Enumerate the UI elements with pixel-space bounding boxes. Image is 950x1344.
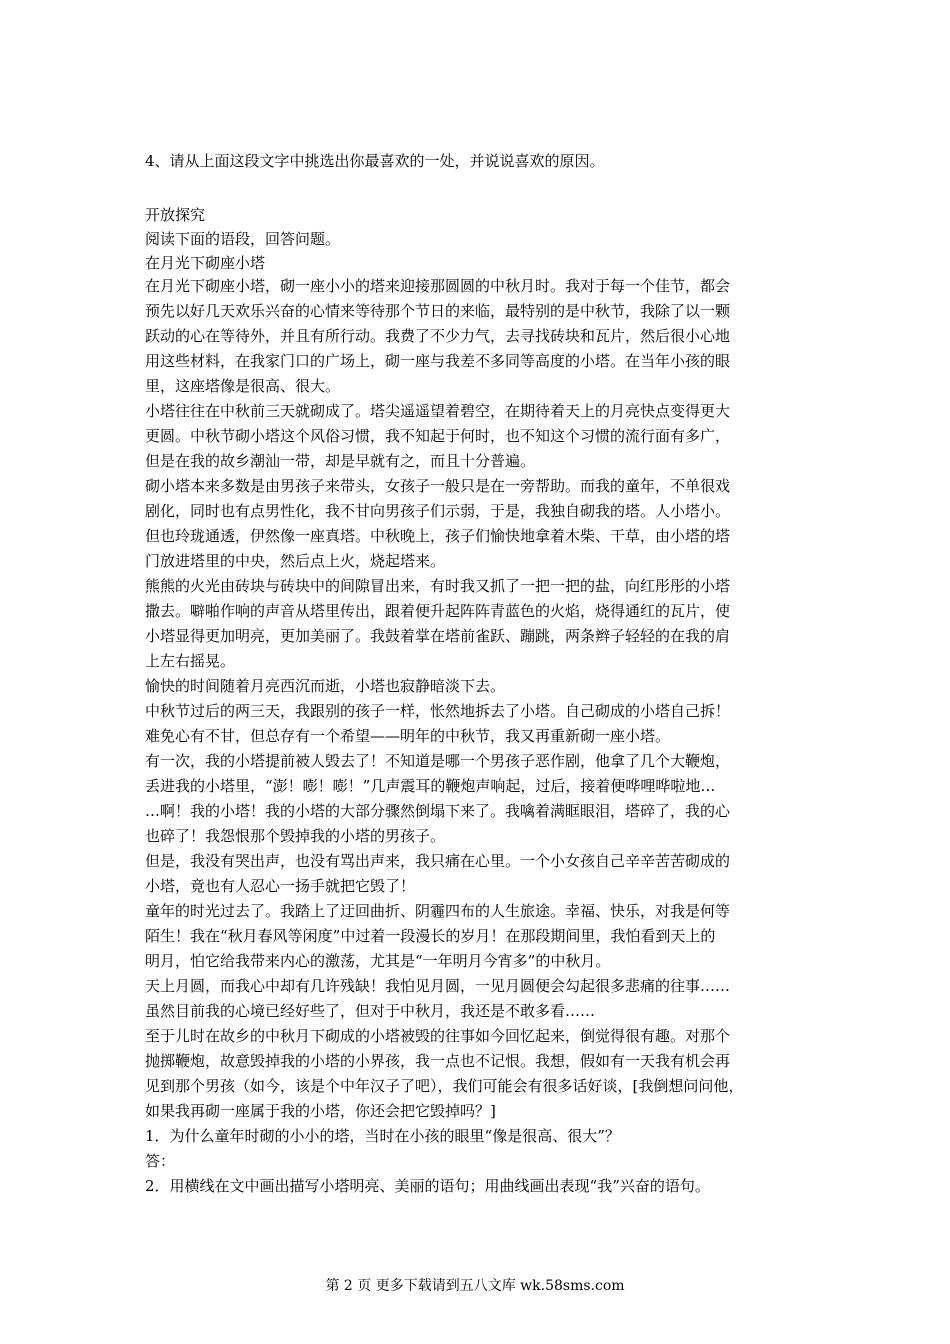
passage-line: 但是在我的故乡潮汕一带，却是早就有之，而且十分普遍。	[145, 452, 536, 470]
passage-line: 有一次，我的小塔提前被人毁去了！不知道是哪一个男孩子恶作剧，他拿了几个大鞭炮，	[145, 752, 731, 770]
passage-line: 小塔，竟也有人忍心一扬手就把它毁了！	[145, 877, 416, 895]
passage-line: 但是，我没有哭出声，也没有骂出声来，我只痛在心里。一个小女孩自己辛辛苦苦砌成的	[145, 852, 731, 870]
passage-line: 见到那个男孩（如今，该是个中年汉子了吧），我们可能会有很多话好谈，[我倒想问问他，	[145, 1077, 744, 1095]
passage-line: 里，这座塔像是很高、很大。	[145, 377, 341, 395]
passage-line: 在月光下砌座小塔，砌一座小小的塔来迎接那圆圆的中秋月时。我对于每一个佳节，都会	[145, 277, 731, 295]
passage-line: 至于儿时在故乡的中秋月下砌成的小塔被毁的往事如今回忆起来，倒觉得很有趣。对那个	[145, 1027, 731, 1045]
passage-line: 上左右摇晃。	[145, 652, 236, 670]
passage-line: 童年的时光过去了。我踏上了迂回曲折、阴霾四布的人生旅途。幸福、快乐，对我是何等	[145, 902, 731, 920]
passage-line: 天上月圆，而我心中却有几许残缺！我怕见月圆，一见月圆便会勾起很多悲痛的往事……	[145, 977, 731, 995]
passage-line: 明月，怕它给我带来内心的激荡，尤其是“一年明月今宵多”的中秋月。	[145, 952, 611, 970]
passage-line: 抛掷鞭炮，故意毁掉我的小塔的小界孩，我一点也不记恨。我想，假如有一天我有机会再	[145, 1052, 731, 1070]
passage-line: 小塔显得更加明亮，更加美丽了。我鼓着掌在塔前雀跃、蹦跳，两条辫子轻轻的在我的肩	[145, 627, 731, 645]
passage-line: 用这些材料，在我家门口的广场上，砌一座与我差不多同等高度的小塔。在当年小孩的眼	[145, 352, 731, 370]
passage-line: 更圆。中秋节砌小塔这个风俗习惯，我不知起于何时，也不知这个习惯的流行面有多广，	[145, 427, 731, 445]
passage-line: 但也玲珑通透，伊然像一座真塔。中秋晚上，孩子们愉快地拿着木柴、干草，由小塔的塔	[145, 527, 731, 545]
passage-line: 撒去。噼啪作响的声音从塔里传出，跟着便升起阵阵青蓝色的火焰，烧得通红的瓦片，使	[145, 602, 731, 620]
instruction: 阅读下面的语段，回答问题。	[145, 230, 341, 248]
question-1: 1．为什么童年时砌的小小的塔，当时在小孩的眼里“像是很高、很大”？	[145, 1127, 620, 1145]
passage-line: 陌生！我在“秋月春风等闲度”中过着一段漫长的岁月！在那段期间里，我怕看到天上的	[145, 927, 716, 945]
passage-line: 愉快的时间随着月亮西沉而逝，小塔也寂静暗淡下去。	[145, 677, 506, 695]
passage-line: 小塔往往在中秋前三天就砌成了。塔尖遥遥望着碧空，在期待着天上的月亮快点变得更大	[145, 402, 731, 420]
passage-line: 门放进塔里的中央，然后点上火，烧起塔来。	[145, 552, 446, 570]
passage-line: 也碎了！我怨恨那个毁掉我的小塔的男孩子。	[145, 827, 446, 845]
passage-line: 砌小塔本来多数是由男孩子来带头，女孩子一般只是在一旁帮助。而我的童年，不单很戏	[145, 477, 731, 495]
passage-line: 预先以好几天欢乐兴奋的心情来等待那个节日的来临，最特别的是中秋节，我除了以一颗	[145, 302, 731, 320]
section-heading: 开放探究	[145, 206, 206, 224]
passage-line: 熊熊的火光由砖块与砖块中的间隙冒出来，有时我又抓了一把一把的盐，向红彤彤的小塔	[145, 577, 731, 595]
passage-line: 丢进我的小塔里，“澎！嘭！嘭！”几声震耳的鞭炮声响起，过后，接着便哗哩哗啦地…	[145, 777, 716, 795]
passage-line: …啊！我的小塔！我的小塔的大部分骤然倒塌下来了。我噙着满眶眼泪，塔碎了，我的心	[145, 802, 731, 820]
passage-line: 中秋节过后的两三天，我跟别的孩子一样，怅然地拆去了小塔。自己砌成的小塔自己拆！	[145, 702, 731, 720]
passage-line: 剧化，同时也有点男性化，我不甘向男孩子们示弱，于是，我独自砌我的塔。人小塔小。	[145, 502, 731, 520]
passage-line: 跃动的心在等待外，并且有所行动。我费了不少力气，去寻找砖块和瓦片，然后很小心地	[145, 327, 731, 345]
passage-line: 虽然目前我的心境已经好些了，但对于中秋月，我还是不敢多看……	[145, 1002, 596, 1020]
passage-line: 如果我再砌一座属于我的小塔，你还会把它毁掉吗？]	[145, 1102, 496, 1120]
question-4: 4、请从上面这段文字中挑选出你最喜欢的一处，并说说喜欢的原因。	[145, 152, 605, 170]
passage-line: 难免心有不甘，但总存有一个希望——明年的中秋节，我又再重新砌一座小塔。	[145, 727, 671, 745]
page-footer: 第 2 页 更多下载请到五八文库 wk.58sms.com	[325, 1278, 625, 1294]
answer-label: 答：	[145, 1152, 176, 1170]
question-2: 2．用横线在文中画出描写小塔明亮、美丽的语句；用曲线画出表现“我”兴奋的语句。	[145, 1177, 710, 1195]
passage-title: 在月光下砌座小塔	[145, 254, 266, 272]
